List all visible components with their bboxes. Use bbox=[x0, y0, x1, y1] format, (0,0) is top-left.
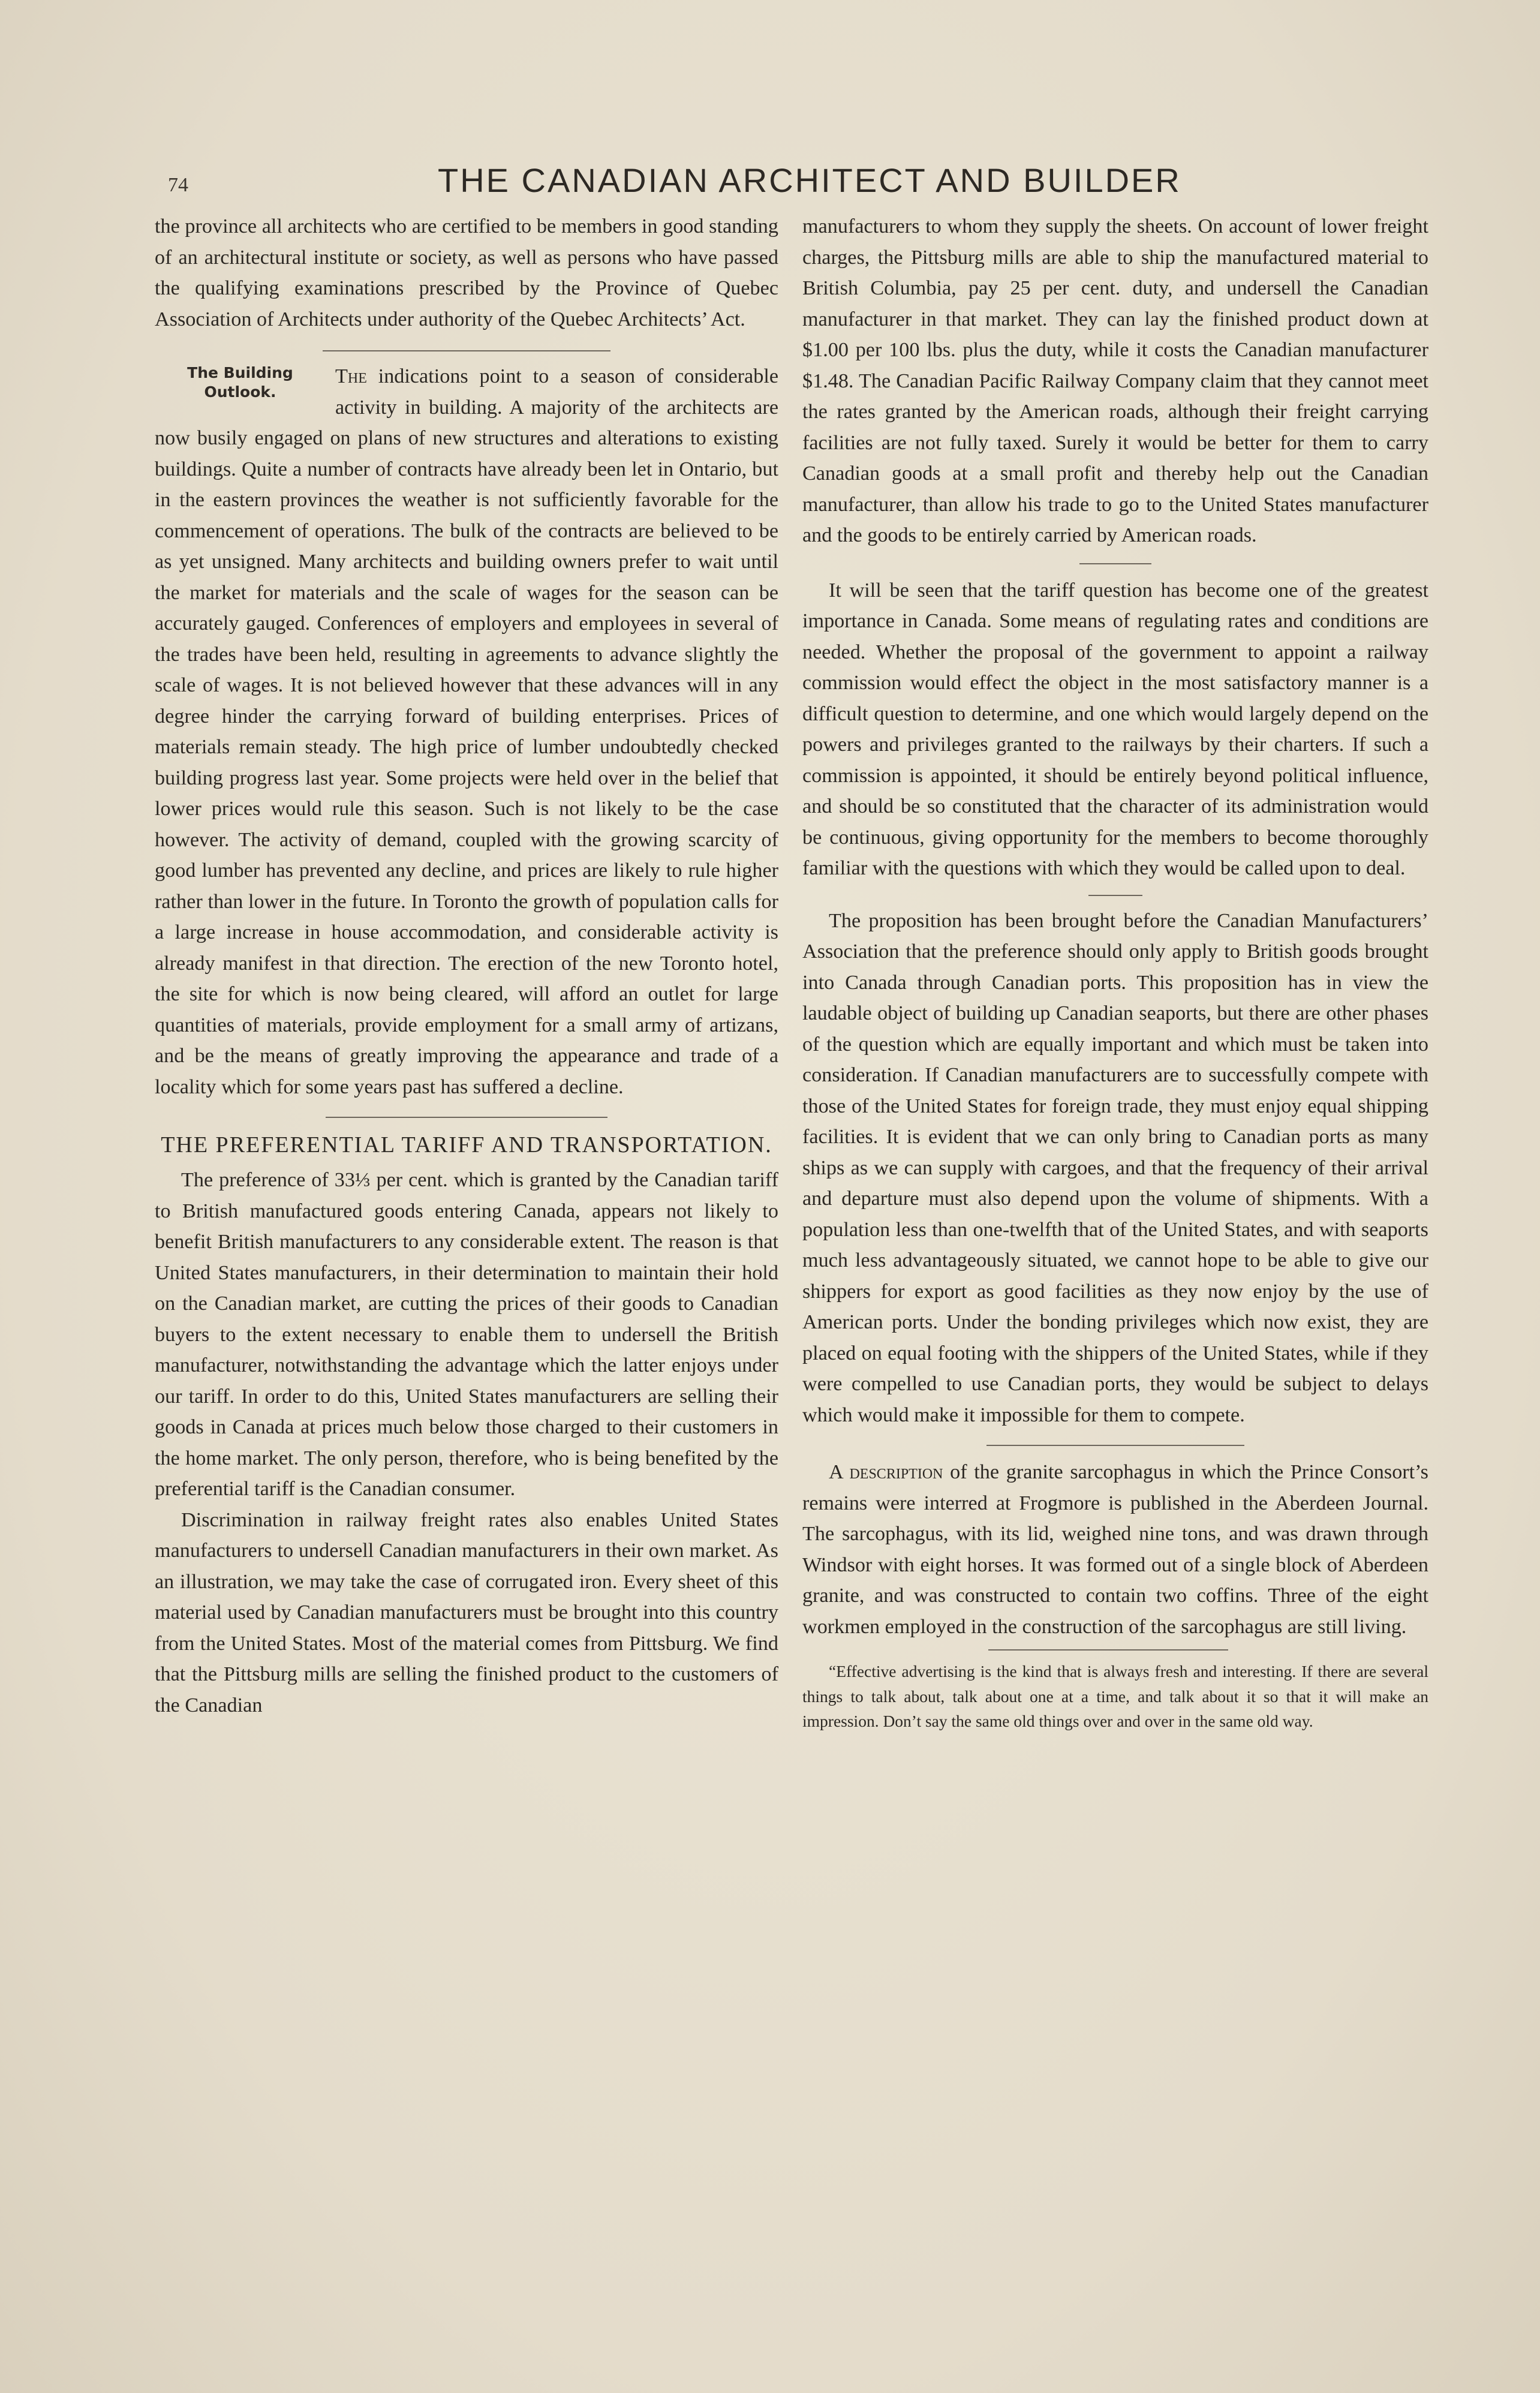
footnote-advertising bbox=[802, 1659, 1428, 1734]
paragraph-tariff-question: It will be seen that the tariff question has become one of the greatest importance in Canada. Some means of regulating rates and conditions are needed. Whether the proposal of the government to appoint a railway commission would effect the object in the most satisfactory manner is a difficult question to determine, and one which would largely depend on the powers and privileges granted to the railways by their charters. If such a commission is appointed, it should be entirely beyond political influence, and should be so constituted that the character of its administration would be continuous, giving opportunity for the members to become thoroughly familiar with the questions with which they would be called upon to deal. bbox=[802, 579, 1428, 879]
paragraph-proposition: The proposition has been brought before the Canadian Manufacturers’ Association that the preference should only apply to British goods brought into Canada through Canadian ports. This proposition has in view the laudable object of building up Canadian seaports, but there are other phases of the question which are equally important and which must be taken into consideration. If Canadian manufacturers are to successfully compete with those of the United States for foreign trade, they must enjoy equal shipping facilities. It is evident that we can only bring to Canadian ports as many ships as we can supply with cargoes, and that the frequency of their arrival and departure must also depend upon the volume of shipments. With a population less than one-twelfth that of the United States, and with seaports much less advantageously situated, we cannot hope to be able to give our shippers for export as good facilities as they now enjoy by the use of American ports. Under the bonding privileges which now exist, they are placed on equal footing with the shippers of the United States, while if they were compelled to use Canadian ports, they would be subject to delays which would make it impossible for them to compete. bbox=[802, 909, 1428, 1426]
divider bbox=[326, 1117, 607, 1118]
divider bbox=[1079, 563, 1151, 564]
paragraph-building-outlook-text: indications point to a season of considerable activity in building. A majority of the architects are now busily engaged on plans of new structures and alterations to existing buildings. Quite a number of contracts have already been let in Ontario, but in the eastern provinces the weather is not sufficiently favorable for the commencement of operations. The bulk of the contracts are believed to be as yet unsigned. Many architects and building owners prefer to wait until the market for materials and the scale of wages for the season can be accurately gauged. Conferences of employers and employees in several of the trades have been held, resulting in agreements to advance slightly the scale of wages. It is not believed however that these advances will in any degree hinder the carrying forward of building enterprises. Prices of materials remain steady. The high price of lumber undoubtedly checked building progress last year. Some projects were held over in the belief that lower prices would rule this season. Such is not likely to be the case however. The activity of demand, coupled with the growing scarcity of good lumber has prevented any decline, and prices are likely to rule higher rather than lower in the future. In Toronto the growth of population calls for a large increase in house accommodation, and considerable activity is already manifest in that direction. The erection of the new Toronto hotel, the site for which is now being cleared, will afford an outlet for large quantities of materials, provide employment for a small army of artizans, and be the means of greatly improving the appearance and trade of a locality which for some years past has suffered a decline. bbox=[155, 365, 778, 1098]
building-outlook-article bbox=[155, 361, 778, 1102]
paragraph-discrimination: Discrimination in railway freight rates also enables United States manufacturers to undersell Canadian manufacturers in their own market. As an illustration, we may take the case of corrugated iron. Every sheet of this material used by Canadian manufacturers must be brought into this country from the United States. Most of the material comes from Pittsburg. We find that the Pittsburg mills are selling the finished product to the customers of the Canadian bbox=[155, 1508, 778, 1716]
right-column bbox=[802, 211, 1428, 1734]
paragraph-building-outlook bbox=[155, 361, 778, 1102]
lead-word: The bbox=[335, 365, 367, 387]
sidehead-building-outlook: The Building Outlook. bbox=[187, 364, 293, 401]
paragraph-preference: The preference of 33⅓ per cent. which is granted by the Canadian tariff to British manufactured goods entering Canada, appears not likely to benefit British manufacturers to any considerable extent. The reason is that United States manufacturers, in their determination to maintain their hold on the Canadian market, are cutting the prices of their goods to Canadian buyers to the extent necessary to enable them to undersell the British manufacturer, notwithstanding the advantage which the latter enjoys under our tariff. In order to do this, United States manufacturers are selling their goods in Canada at prices much below those charged to their customers in the home market. The only person, therefore, who is being benefited by the preferential tariff is the Canadian consumer. bbox=[155, 1169, 778, 1500]
divider bbox=[1088, 895, 1142, 896]
divider bbox=[986, 1445, 1244, 1446]
section-title-preferential-tariff: THE PREFERENTIAL TARIFF AND TRANSPORTATION. bbox=[161, 1132, 772, 1158]
journal-title: THE CANADIAN ARCHITECT AND BUILDER bbox=[438, 161, 1181, 199]
lead-word: A description bbox=[829, 1461, 943, 1483]
divider bbox=[988, 1649, 1228, 1651]
left-column bbox=[155, 211, 778, 1721]
paragraph-quebec-architects: the province all architects who are certified to be members in good standing of an architectural institute or society, as well as persons who have passed the qualifying examinations prescribed by the Province of Quebec Association of Architects under authority of the Quebec Architects’ Act. bbox=[155, 215, 778, 330]
paragraph-sarcophagus-text: of the granite sarcophagus in which the Prince Consort’s remains were interred at Frogmore is published in the Aberdeen Journal. The sarcophagus, with its lid, weighed nine tons, and was drawn through Windsor with eight horses. It was formed out of a single block of Aberdeen granite, and was constructed to contain two coffins. Three of the eight workmen employed in the construction of the sarcophagus are still living. bbox=[802, 1461, 1428, 1638]
paragraph-pittsburg-mills: manufacturers to whom they supply the sheets. On account of lower freight charges, the Pittsburg mills are able to ship the manufactured material to British Columbia, pay 25 per cent. duty, and undersell the Canadian manufacturer in that market. They can lay the finished product down at $1.00 per 100 lbs. plus the duty, while it costs the Canadian manufacturer $1.48. The Canadian Pacific Railway Company claim that they cannot meet the rates granted by the American roads, although their freight carrying facilities are not fully taxed. Surely it would be better for them to carry Canadian goods at a small profit and thereby help out the Canadian manufacturer, than allow his trade to go to the United States manufacturer and the goods to be entirely carried by American roads. bbox=[802, 215, 1428, 546]
page-number: 74 bbox=[168, 174, 188, 196]
paragraph-sarcophagus bbox=[802, 1457, 1428, 1642]
footnote-text: “Effective advertising is the kind that is always fresh and interesting. If there are several things to talk about, talk about one at a time, and talk about it so that it will make an impression. Don’t say the same old things over and over in the same old way. bbox=[802, 1662, 1428, 1730]
page-header bbox=[150, 161, 1439, 203]
divider bbox=[323, 350, 610, 351]
